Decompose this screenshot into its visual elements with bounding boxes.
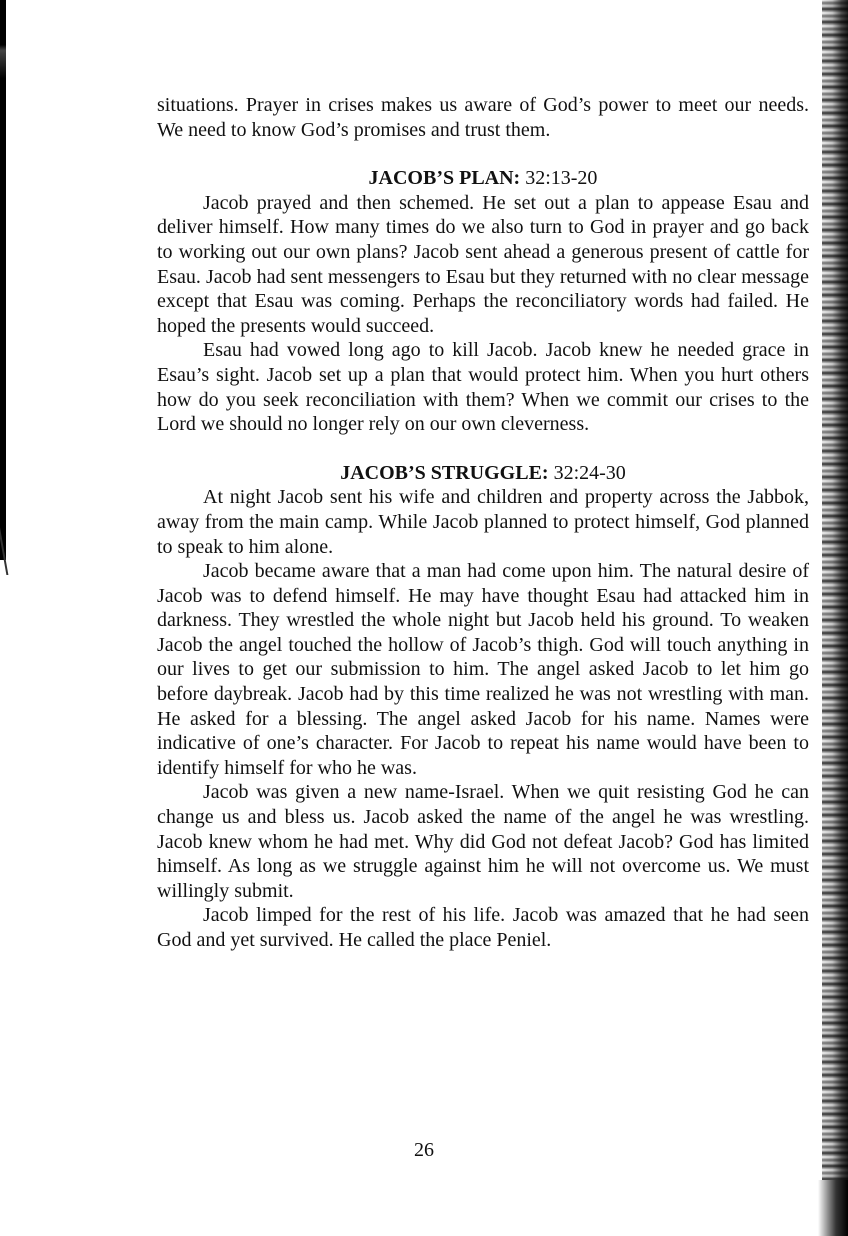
section-heading-struggle [157,461,809,486]
scan-edge-right [822,0,848,1236]
spacer [157,142,809,166]
page-number: 26 [414,1139,434,1161]
section-title-struggle: JACOB’S STRUGGLE: [340,461,549,484]
section-reference-plan: 32:13-20 [525,167,598,190]
page-body [157,93,809,953]
paragraph-struggle-4: Jacob limped for the rest of his life. Jacob was amazed that he had seen God and yet survived. He called the place Peniel. [157,904,809,951]
paragraph-plan-2: Esau had vowed long ago to kill Jacob. Jacob knew he needed grace in Esau’s sight. Jacob set up a plan that would protect him. When you hurt others how do you seek reconciliation with them? When we commit our crises to the Lord we should no longer rely on our own cleverness. [157,339,809,436]
paragraph-struggle-2: Jacob became aware that a man had come upon him. The natural desire of Jacob was to defend himself. He may have thought Esau had attacked him in darkness. They wrestled the whole night but Jacob held his ground. To weaken Jacob the angel touched the hollow of Jacob’s thigh. God will touch anything in our lives to get our submission to him. The angel asked Jacob to let him go before daybreak. Jacob had by this time realized he was not wrestling with man. He asked for a blessing. The angel asked Jacob for his name. Names were indicative of one’s character. For Jacob to repeat his name would have been to identify himself for who he was. [157,560,809,779]
scan-mark-left [0,525,14,575]
scan-edge-right-bottom [818,1180,848,1236]
scan-edge-left [0,0,6,560]
section-reference-struggle: 32:24-30 [553,461,626,484]
section-heading-plan [157,166,809,191]
section-title-plan: JACOB’S PLAN: [368,167,521,190]
paragraph-struggle-1: At night Jacob sent his wife and children and property across the Jabbok, away from the main camp. While Jacob planned to protect himself, God planned to speak to him alone. [157,486,809,558]
paragraph-intro: situations. Prayer in crises makes us aware of God’s power to meet our needs. We need to know God’s promises and trust them. [157,94,809,141]
spacer [157,437,809,461]
paragraph-plan-1: Jacob prayed and then schemed. He set out a plan to appease Esau and deliver himself. How many times do we also turn to God in prayer and go back to working out our own plans? Jacob sent ahead a generous present of cattle for Esau. Jacob had sent messengers to Esau but they returned with no clear message except that Esau was coming. Perhaps the reconciliatory words had failed. He hoped the presents would succeed. [157,191,809,337]
paragraph-struggle-3: Jacob was given a new name-Israel. When we quit resisting God he can change us and bless us. Jacob asked the name of the angel he was wrestling. Jacob knew whom he had met. Why did God not defeat Jacob? God has limited himself. As long as we struggle against him he will not overcome us. We must willingly submit. [157,781,809,902]
